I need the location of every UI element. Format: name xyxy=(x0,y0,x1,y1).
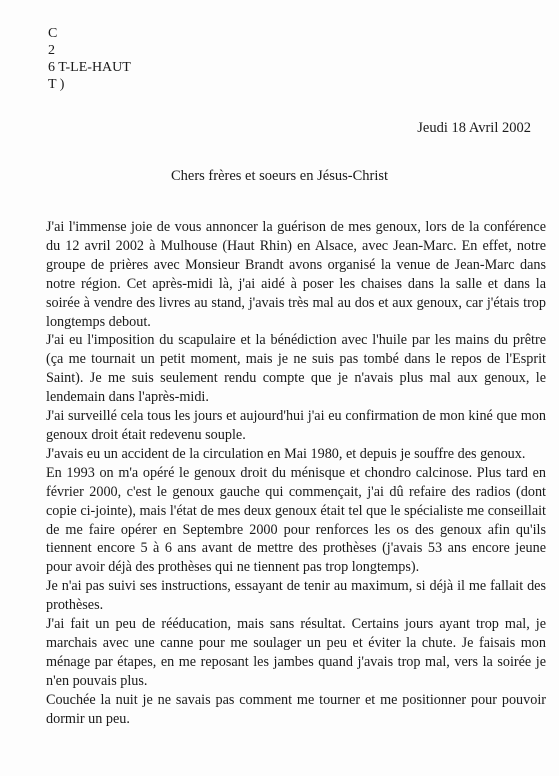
body-paragraph-6: Je n'ai pas suivi ses instructions, essayant de tenir au maximum, si déjà il me fallait des prothèses. xyxy=(46,578,546,614)
body-paragraph-1: J'ai l'immense joie de vous annoncer la guérison de mes genoux, lors de la conférence du 12 avril 2002 à Mulhouse (Haut Rhin) en Alsace, avec Jean-Marc. En effet, notre groupe de prières avec Monsieur Brandt avons organisé la venue de Jean-Marc dans notre région. Cet après-midi là, j'ai aidé à poser les chaises dans la salle et dans la soirée à vendre des livres au stand, j'avais très mal au dos et aux genoux, car j'étais trop longtemps debout. xyxy=(46,219,546,330)
letter-date: Jeudi 18 Avril 2002 xyxy=(417,120,531,136)
body-paragraph-7: J'ai fait un peu de rééducation, mais sans résultat. Certains jours ayant trop mal, je marchais avec une canne pour me soulager un peu et éviter la chute. Je faisais mon ménage par étapes, en me reposant les jambes quand j'avais trop mal, vers la soirée je n'en pouvais plus. xyxy=(46,616,546,689)
letter-body xyxy=(46,218,546,728)
sender-address-line-2: 2 xyxy=(48,43,55,58)
body-paragraph-3: J'ai surveillé cela tous les jours et aujourd'hui j'ai eu confirmation de mon kiné que mon genoux droit était redevenu souple. xyxy=(46,408,546,443)
sender-address-line-3: 6 T-LE-HAUT xyxy=(48,60,131,75)
body-paragraph-8: Couchée la nuit je ne savais pas comment me tourner et me positionner pour pouvoir dormir un peu. xyxy=(46,691,546,727)
body-paragraph-4: J'avais eu un accident de la circulation en Mai 1980, et depuis je souffre des genoux. xyxy=(46,445,526,462)
salutation: Chers frères et soeurs en Jésus-Christ xyxy=(170,168,389,184)
sender-address-line-4: T ) xyxy=(48,77,65,92)
body-paragraph-2: J'ai eu l'imposition du scapulaire et la bénédiction avec l'huile par les mains du prêtre (ça me tournait un petit moment, mais je ne suis pas tombé dans le repos de l'Esprit Saint). Je me suis seulement rendu compte que je n'avais plus mal aux genoux, le lendemain dans l'après-midi. xyxy=(46,332,546,406)
body-paragraph-5: En 1993 on m'a opéré le genoux droit du ménisque et chondro calcinose. Plus tard en février 2000, c'est le genoux gauche qui commençait, j'ai dû refaire des radios (dont copie ci-jointe), mais l'état de mes deux genoux était tel que le spécialiste me conseillait de me faire opérer en Septembre 2000 pour renforces les os des genoux afin qu'ils tiennent encore 5 à 6 ans avant de mettre des prothèses (j'avais 53 ans encore jeune pour avoir déjà des prothèses qui ne tiennent pas trop longtemps). xyxy=(46,464,546,576)
sender-address-line-1: C xyxy=(48,26,58,41)
